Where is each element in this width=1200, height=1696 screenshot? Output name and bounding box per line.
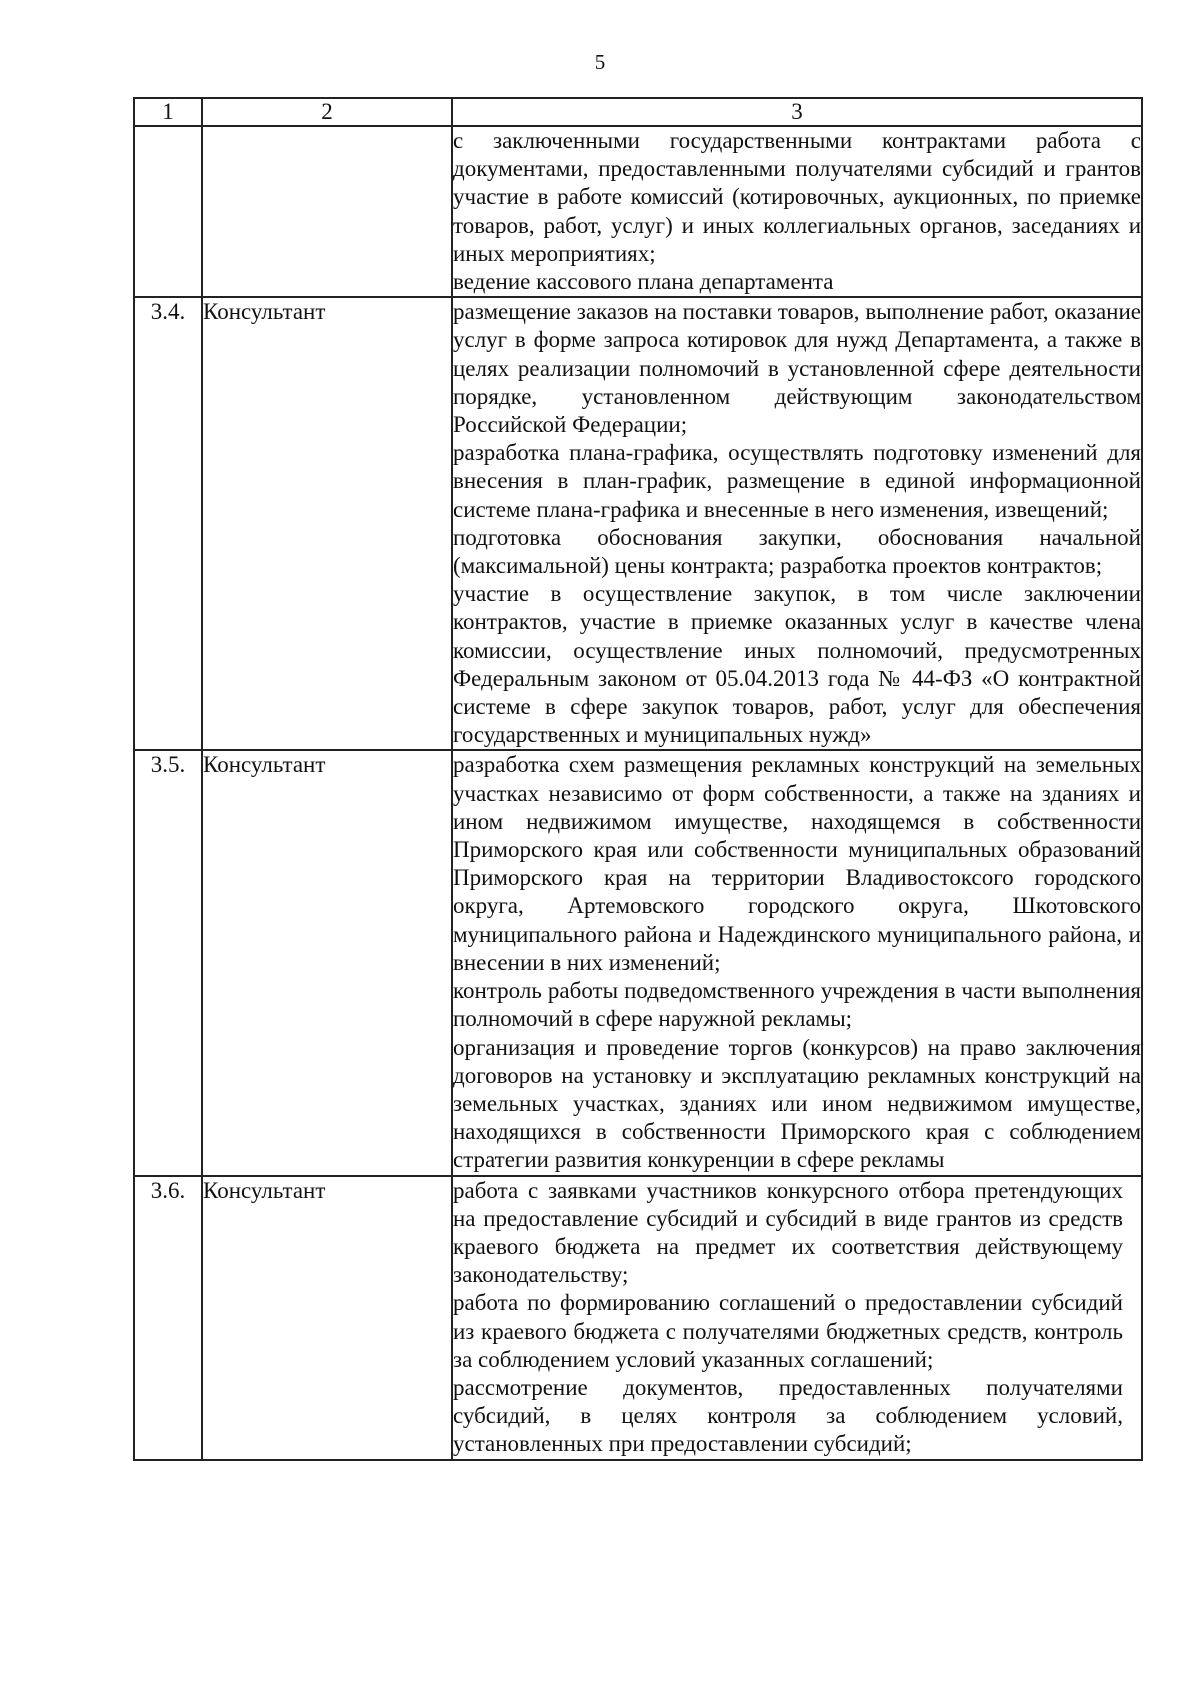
row-number: 3.6.: [134, 1176, 202, 1460]
page-number: 5: [594, 50, 606, 74]
table-row-3-6: [134, 1176, 1142, 1460]
duty-item: контроль работы подведомственного учреждения в части выполнения полномочий в сфере наружной рекламы;: [453, 978, 1141, 1032]
duty-item: разработка схем размещения рекламных конструкций на земельных участках независимо от форм собственности, а также на зданиях и ином недвижимом имуществе, находящемся в собственности Приморского края или собственности муниципальных образований Приморского края на территории Владивостоксого городского округа, Артемовского городского округа, Шкотовского муниципального района и Надеждинского муниципального района, и внесении в них изменений;: [453, 752, 1141, 975]
positions-table: [133, 97, 1143, 1461]
duty-item: организация и проведение торгов (конкурсов) на право заключения договоров на установку и эксплуатацию рекламных конструкций на земельных участках, зданиях или ином недвижимом имуществе, находящихся в собственности Приморского края с соблюдением стратегии развития конкуренции в сфере рекламы: [453, 1034, 1141, 1173]
duty-item: подготовка обоснования закупки, обоснования начальной (максимальной) цены контракта; разработка проектов контрактов;: [453, 524, 1141, 579]
duty-item: с заключенными государственными контрактами работа с документами, предоставленными получателями субсидий и грантов участие в работе комиссий (котировочных, аукционных, по приемке товаров, работ, услуг) и иных коллегиальных органов, заседаниях и иных мероприятиях;: [453, 128, 1141, 266]
table-row-continuation: [134, 126, 1142, 297]
duty-item: работа по формированию соглашений о предоставлении субсидий из краевого бюджета с получателями бюджетных средств, контроль за соблюдением условий указанных соглашений;: [453, 1290, 1123, 1372]
position-title: Консультант: [202, 750, 452, 1175]
duty-item: размещение заказов на поставки товаров, выполнение работ, оказание услуг в форме запроса котировок для нужд Департамента, а также в целях реализации полномочий в установленной сфере деятельности порядке, установленном действующим законодательством Российской Федерации;: [453, 299, 1141, 438]
duties-cell: [452, 297, 1142, 750]
duties-cell: [452, 750, 1142, 1175]
table-row-3-5: [134, 750, 1142, 1175]
duty-item: рассмотрение документов, предоставленных получателями субсидий, в целях контроля за соблюдением условий, установленных при предоставлении субсидий;: [453, 1374, 1123, 1457]
row-number: 3.4.: [134, 297, 202, 750]
row-number: 3.5.: [134, 750, 202, 1175]
table-row-3-4: [134, 297, 1142, 750]
duty-item: участие в осуществление закупок, в том числе заключении контрактов, участие в приемке оказанных услуг в качестве члена комиссии, осуществление иных полномочий, предусмотренных Федеральным законом от 05.04.2013 года № 44-ФЗ «О контрактной системе в сфере закупок товаров, работ, услуг для обеспечения государственных и муниципальных нужд»: [453, 581, 1141, 748]
column-header-3: 3: [452, 98, 1142, 126]
duty-item: работа с заявками участников конкурсного отбора претендующих на предоставление субсидий и субсидий в виде грантов из средств краевого бюджета на предмет их соответствия действующему законодательству;: [453, 1177, 1123, 1288]
row-number: [134, 126, 202, 297]
column-header-1: 1: [134, 98, 202, 126]
duties-cell: [452, 126, 1142, 297]
position-title: Консультант: [202, 1176, 452, 1460]
column-header-2: 2: [202, 98, 452, 126]
duty-item: ведение кассового плана департамента: [453, 269, 834, 295]
duty-item: разработка плана-графика, осуществлять подготовку изменений для внесения в план-график, размещение в единой информационной системе плана-графика и внесенные в него изменения, извещений;: [453, 440, 1141, 522]
position-title: [202, 126, 452, 297]
table-header-row: [134, 98, 1142, 126]
position-title: Консультант: [202, 297, 452, 750]
duties-cell: [452, 1176, 1142, 1460]
